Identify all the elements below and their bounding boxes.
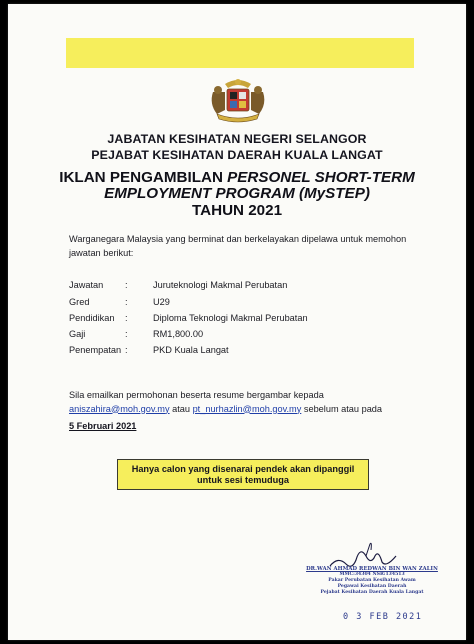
ad-title-line-2: EMPLOYMENT PROGRAM (MySTEP)	[104, 185, 370, 202]
malaysia-coat-of-arms-icon	[203, 76, 273, 124]
email-link-nurhazlin[interactable]: pt_nurhazlin@moh.gov.my	[192, 403, 302, 414]
ad-title-year: TAHUN 2021	[191, 202, 283, 219]
email-link-aniszahira[interactable]: aniszahira@moh.gov.my	[69, 403, 170, 414]
shortlist-notice-box: Hanya calon yang disenarai pendek akan dipanggil untuk sesi temuduga	[117, 459, 369, 490]
official-stamp: DR.WAN AHMAD REDWAN BIN WAN ZALIN MMC:34304 NSR:134513 Pakar Perubatan Kesihatan Awam Pegawai Kesihatan Daerah Pejabat Kesihatan Daerah Kuala Langat	[306, 566, 438, 595]
application-deadline: 5 Februari 2021	[69, 421, 137, 431]
header-highlight-band	[66, 38, 414, 68]
ad-title-line-1: IKLAN PENGAMBILAN PERSONEL SHORT-TERM	[59, 169, 415, 186]
stamp-date: 0 3 FEB 2021	[343, 612, 423, 622]
intro-paragraph: Warganegara Malaysia yang berminat dan berkelayakan dipelawa untuk memohon jawatan berikut:	[69, 234, 407, 258]
office-name: PEJABAT KESIHATAN DAERAH KUALA LANGAT	[91, 148, 383, 162]
department-name: JABATAN KESIHATAN NEGERI SELANGOR	[107, 132, 367, 146]
apply-instructions: Sila emailkan permohonan beserta resume bergambar kepada aniszahira@moh.gov.my atau pt_nurhazlin@moh.gov.my sebelum atau pada	[69, 390, 383, 414]
